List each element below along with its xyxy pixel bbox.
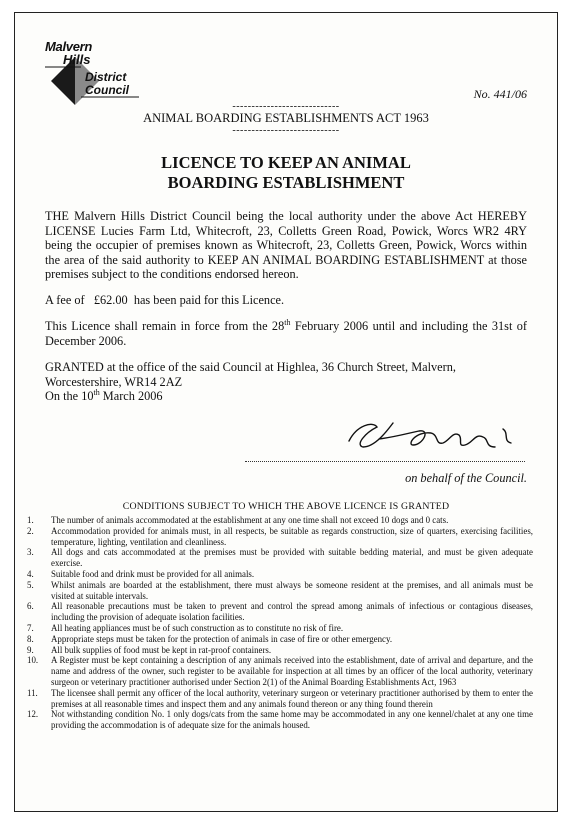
condition-item — [25, 569, 533, 580]
title-line-1: LICENCE TO KEEP AN ANIMAL — [161, 153, 411, 172]
condition-item — [25, 623, 533, 634]
condition-item — [25, 688, 533, 710]
licence-number: No. 441/06 — [473, 87, 527, 101]
condition-item — [25, 709, 533, 731]
condition-item — [25, 515, 533, 526]
condition-number: 7. — [27, 622, 34, 633]
condition-text: A Register must be kept containing a description of any animals received into the establishment, date of arrival and departure, and the name and address of the owner, such register to be available for inspection at all times by an officer of the local authority, veterinary surgeon or veterinary practitioner authorised under Section 2(1) of the Animal Boarding Establishments Act, 1963 — [51, 655, 533, 687]
granted-sup: th — [93, 388, 100, 398]
title-line-2: BOARDING ESTABLISHMENT — [167, 173, 405, 192]
condition-number: 10. — [27, 655, 39, 666]
condition-number: 8. — [27, 633, 34, 644]
condition-number: 1. — [27, 515, 34, 525]
fee-amount: £62.00 — [93, 293, 128, 307]
intro-paragraph: THE Malvern Hills District Council being the local authority under the above Act HEREBY LICENSE Lucies Farm Ltd, Whitecroft, 23, Colletts Green Road, Powick, Worcs WR2 4RY being the occupier of premises known as Whitecroft, 23, Colletts Green, Powick, Worcs within the area of the said authority to KEEP AN ANIMAL BOARDING ESTABLISHMENT at those premises subject to the conditions endorsed hereon. — [45, 209, 527, 282]
condition-text: All heating appliances must be of such construction as to constitute no risk of fire. — [51, 622, 344, 633]
condition-number: 5. — [27, 579, 34, 590]
fee-prefix: A fee of — [45, 293, 85, 307]
dash-line-bottom: ---------------------------- — [232, 125, 340, 136]
condition-number: 12. — [27, 709, 39, 720]
condition-item — [25, 580, 533, 602]
council-logo — [41, 37, 141, 109]
condition-text: All dogs and cats accommodated at the premises must be provided with suitable bedding material, and must be given adequate exercise. — [51, 547, 533, 569]
condition-text: The number of animals accommodated at the establishment at any one time shall not exceed 10 dogs and 0 cats. — [51, 515, 449, 525]
logo-text-hills: Hills — [63, 52, 91, 67]
granted-paragraph — [45, 360, 527, 404]
logo-text-district: District — [85, 70, 127, 84]
document-title — [15, 153, 557, 193]
force-paragraph — [45, 319, 527, 348]
on-behalf-text: on behalf of the Council. — [405, 471, 527, 485]
condition-text: The licensee shall permit any officer of the local authority, veterinary surgeon or veterinary practitioner authorised by them to enter the premises at all reasonable times and inspect them and any animals found thereon or any thing found therein — [51, 687, 533, 709]
logo-text-malvern: Malvern — [45, 39, 93, 54]
condition-number: 6. — [27, 601, 34, 612]
signature-icon — [335, 411, 535, 459]
logo-text-council: Council — [85, 83, 129, 97]
condition-item — [25, 634, 533, 645]
condition-text: Suitable food and drink must be provided for all animals. — [51, 568, 255, 579]
force-text-1: This Licence shall remain in force from the 28 — [45, 319, 285, 333]
condition-text: Accommodation provided for animals must, in all respects, be suitable as regards construction, size of quarters, exercising facilities, temperature, lighting, ventilation and cleanliness. — [51, 525, 533, 547]
act-name: ANIMAL BOARDING ESTABLISHMENTS ACT 1963 — [143, 111, 429, 125]
signature-line — [245, 461, 525, 462]
condition-text: All reasonable precautions must be taken to prevent and control the spread among animals of infectious or contagious diseases, including the provision of adequate isolation facilities. — [51, 601, 533, 623]
condition-item — [25, 547, 533, 569]
fee-paragraph — [45, 293, 527, 308]
condition-text: Whilst animals are boarded at the establishment, there must always be someone resident at the premises, and all animals must be visited at suitable intervals. — [51, 579, 533, 601]
condition-item — [25, 645, 533, 656]
conditions-heading: CONDITIONS SUBJECT TO WHICH THE ABOVE LICENCE IS GRANTED — [122, 501, 450, 512]
fee-suffix: has been paid for this Licence. — [133, 293, 285, 307]
dash-line-top: ---------------------------- — [232, 101, 340, 112]
condition-item — [25, 526, 533, 548]
granted-line: GRANTED at the office of the said Council at Highlea, 36 Church Street, Malvern, Worcestershire, WR14 2AZ — [45, 360, 456, 389]
condition-number: 3. — [27, 547, 34, 558]
condition-number: 2. — [27, 525, 34, 536]
granted-month: March 2006 — [99, 389, 163, 404]
granted-on: On the 10 — [45, 389, 94, 404]
condition-item — [25, 655, 533, 687]
condition-number: 11. — [27, 687, 38, 698]
condition-text: Not withstanding condition No. 1 only dogs/cats from the same home may be accommodated in any one kennel/chalet at any one time providing the accommodation is of adequate size for the animals housed. — [51, 709, 533, 731]
condition-text: Appropriate steps must be taken for the protection of animals in case of fire or other emergency. — [51, 633, 393, 644]
granted-date — [45, 389, 527, 404]
conditions-list — [25, 515, 533, 731]
condition-item — [25, 601, 533, 623]
force-text-2: February 2006 until and including the 31st of December 2006. — [45, 319, 527, 348]
condition-number: 4. — [27, 568, 34, 579]
condition-number: 9. — [27, 644, 34, 655]
licence-document — [14, 12, 558, 812]
condition-text: All bulk supplies of food must be kept in rat-proof containers. — [51, 644, 272, 655]
force-sup: th — [284, 317, 291, 327]
